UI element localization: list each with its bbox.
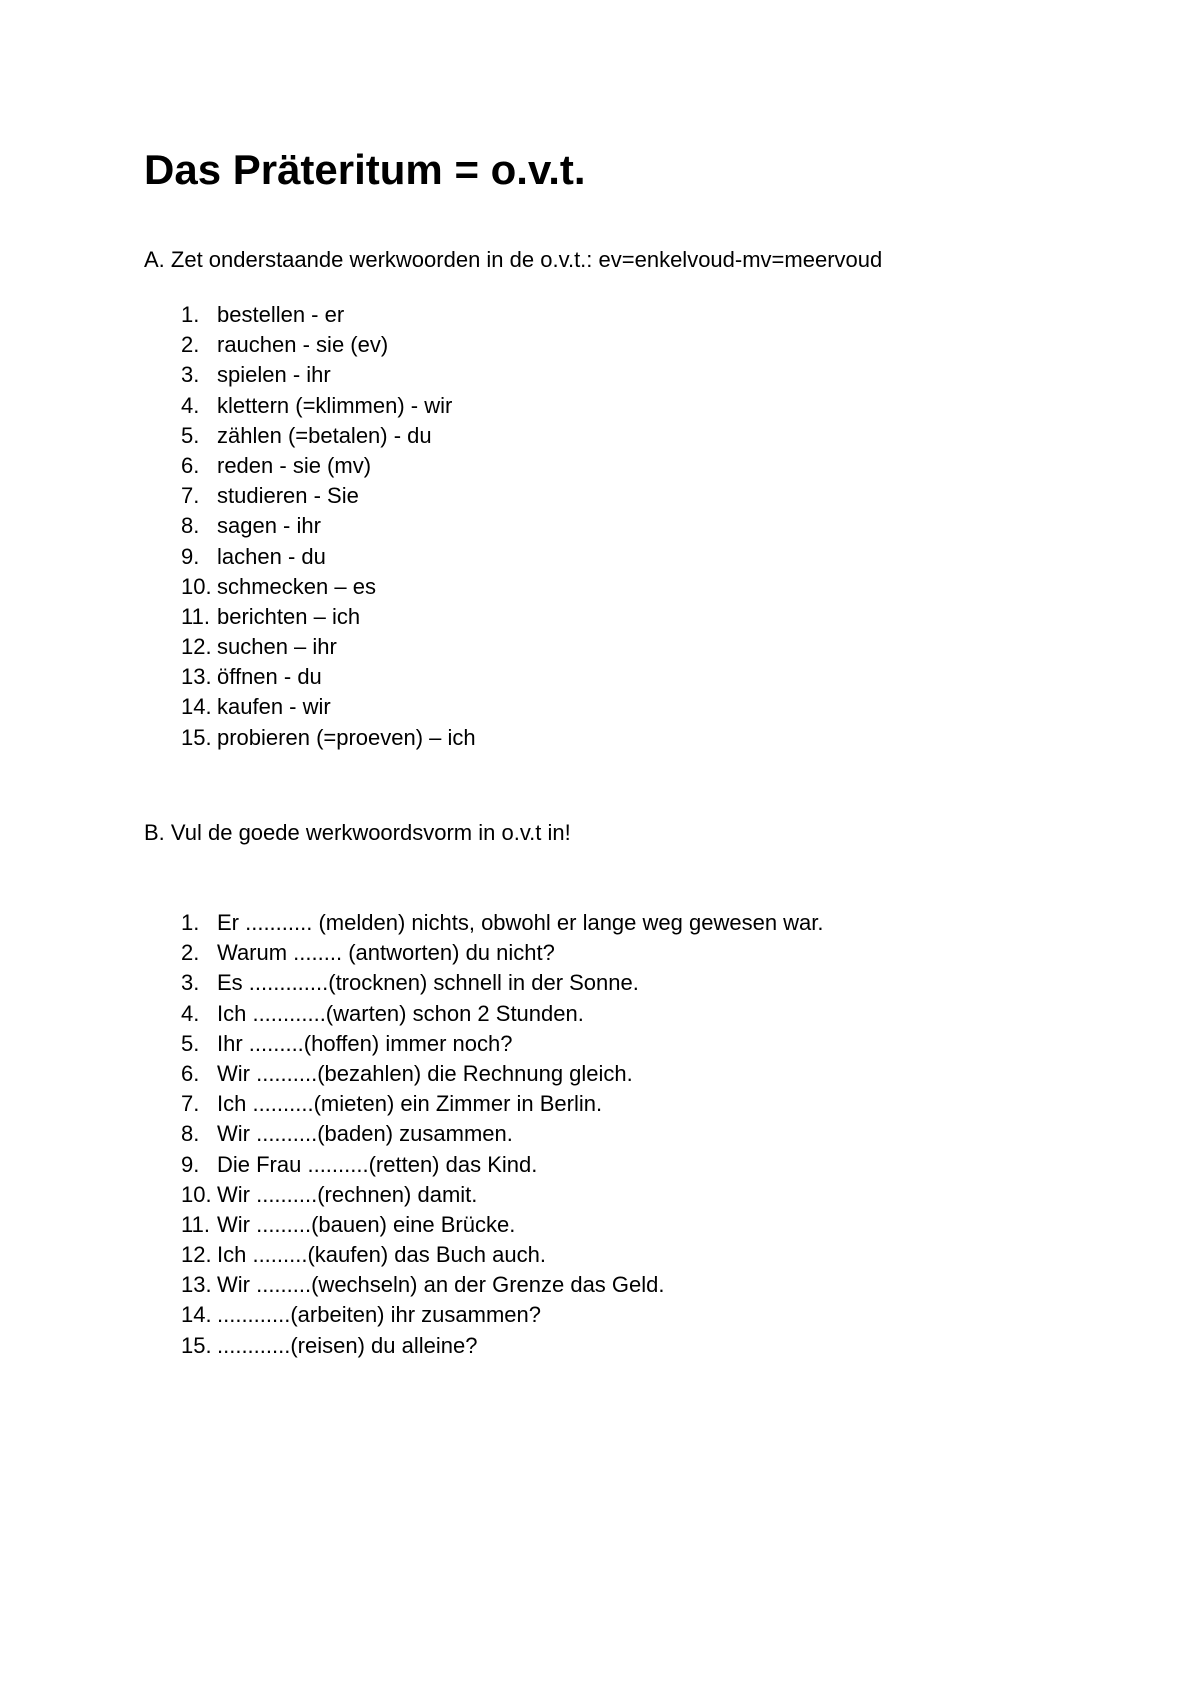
item-number: 3. [181, 362, 200, 388]
item-text: probieren (=proeven) – ich [217, 724, 476, 750]
item-text: zählen (=betalen) - du [217, 422, 432, 448]
item-text: Wir ..........(rechnen) damit. [217, 1181, 478, 1207]
item-number: 4. [181, 1000, 200, 1026]
item-text: spielen - ihr [217, 362, 331, 388]
item-number: 1. [181, 910, 200, 935]
item-number: 4. [181, 392, 200, 418]
item-text: klettern (=klimmen) - wir [217, 392, 453, 418]
item-text: Er ........... (melden) nichts, obwohl er lange weg gewesen war. [217, 910, 824, 935]
item-number: 11. [181, 603, 210, 629]
item-text: Ich ............(warten) schon 2 Stunden. [217, 1000, 584, 1026]
item-text: Warum ........ (antworten) du nicht? [217, 940, 555, 966]
item-text: ............(arbeiten) ihr zusammen? [217, 1302, 542, 1328]
item-text: Wir .........(bauen) eine Brücke. [217, 1211, 516, 1237]
item-text: bestellen - er [217, 302, 345, 327]
item-text: berichten – ich [217, 603, 361, 629]
item-number: 2. [181, 940, 200, 966]
item-number: 9. [181, 543, 200, 569]
item-text: Wir ..........(bezahlen) die Rechnung gleich. [217, 1060, 633, 1086]
item-number: 5. [181, 1030, 200, 1056]
item-number: 8. [181, 1121, 200, 1147]
item-number: 12. [181, 634, 212, 660]
item-text: Wir ..........(baden) zusammen. [217, 1121, 513, 1147]
section-a-instruction: A. Zet onderstaande werkwoorden in de o.v.t.: ev=enkelvoud-mv=meervoud [144, 247, 883, 272]
item-number: 7. [181, 1091, 200, 1117]
item-number: 15. [181, 724, 212, 750]
item-number: 3. [181, 970, 200, 996]
item-number: 14. [181, 694, 212, 720]
item-text: ............(reisen) du alleine? [217, 1332, 478, 1358]
item-text: Die Frau ..........(retten) das Kind. [217, 1151, 538, 1177]
item-number: 11. [181, 1211, 210, 1237]
item-text: kaufen - wir [217, 694, 331, 720]
item-number: 1. [181, 302, 200, 327]
item-number: 2. [181, 332, 200, 358]
item-number: 6. [181, 452, 200, 478]
item-number: 14. [181, 1302, 212, 1328]
item-number: 12. [181, 1242, 212, 1268]
item-text: studieren - Sie [217, 483, 359, 509]
item-text: Ich .........(kaufen) das Buch auch. [217, 1242, 546, 1268]
item-number: 5. [181, 422, 200, 448]
item-text: reden - sie (mv) [217, 452, 372, 478]
item-number: 7. [181, 483, 200, 509]
item-text: schmecken – es [217, 573, 376, 599]
item-number: 13. [181, 1272, 212, 1298]
item-text: suchen – ihr [217, 634, 337, 660]
item-text: Wir .........(wechseln) an der Grenze das Geld. [217, 1272, 665, 1298]
item-number: 13. [181, 664, 212, 690]
item-number: 8. [181, 513, 200, 539]
item-text: Ihr .........(hoffen) immer noch? [217, 1030, 513, 1056]
page-title: Das Präteritum = o.v.t. [144, 146, 586, 193]
item-number: 15. [181, 1332, 212, 1358]
item-text: sagen - ihr [217, 513, 321, 539]
item-text: rauchen - sie (ev) [217, 332, 389, 358]
item-text: Es .............(trocknen) schnell in der Sonne. [217, 970, 639, 996]
section-b-instruction: B. Vul de goede werkwoordsvorm in o.v.t in! [144, 820, 571, 845]
item-text: öffnen - du [217, 664, 322, 690]
item-text: Ich ..........(mieten) ein Zimmer in Berlin. [217, 1091, 603, 1117]
item-number: 10. [181, 573, 212, 599]
item-number: 6. [181, 1060, 200, 1086]
item-number: 10. [181, 1181, 212, 1207]
item-text: lachen - du [217, 543, 326, 569]
item-number: 9. [181, 1151, 200, 1177]
